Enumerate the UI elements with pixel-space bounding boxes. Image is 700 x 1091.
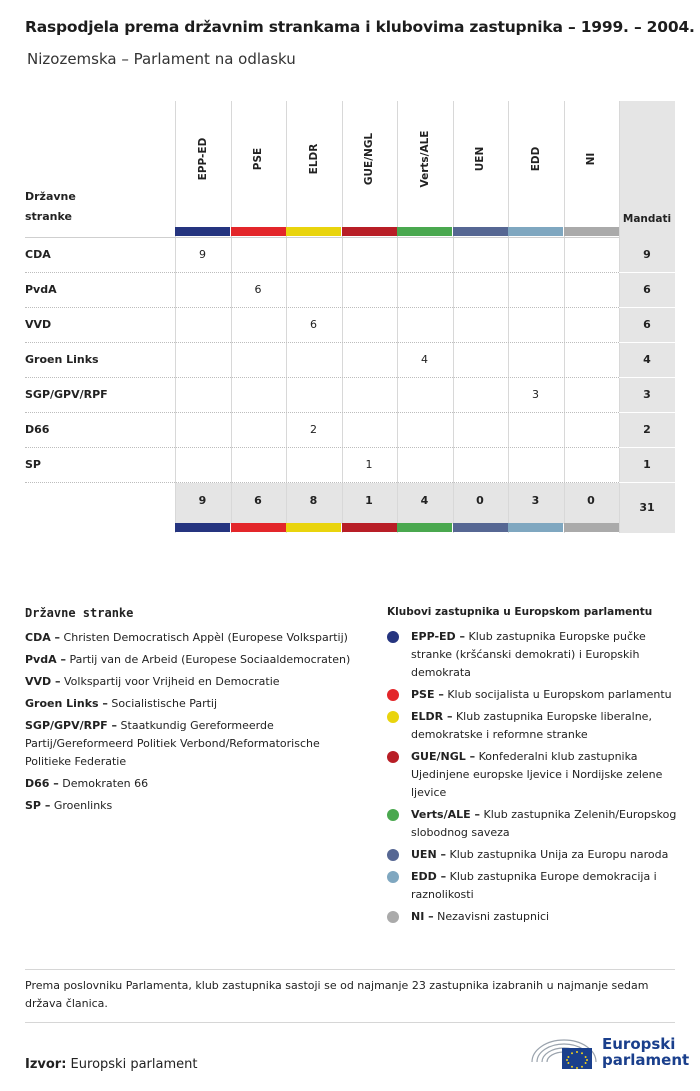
group-header-label: Verts/ALE	[418, 130, 431, 188]
row-divider	[25, 482, 619, 483]
group-abbr: PSE –	[411, 688, 444, 701]
group-total: 9	[198, 494, 207, 507]
source-value: Europski parlament	[66, 1057, 198, 1072]
color-dot-icon	[387, 751, 399, 763]
group-header-label: PSE	[252, 147, 264, 171]
divider	[25, 969, 675, 970]
group-header-label: EPP-ED	[196, 137, 209, 181]
party-label: Groen Links	[25, 353, 99, 366]
party-name: Socialistische Partij	[107, 697, 218, 710]
row-divider	[25, 272, 619, 273]
party-abbr: CDA –	[25, 631, 61, 644]
party-mandates: 3	[643, 388, 651, 401]
party-abbr: PvdA –	[25, 653, 66, 666]
row-divider	[619, 342, 675, 343]
seat-count: 2	[310, 423, 317, 436]
row-divider	[619, 482, 675, 483]
row-divider	[619, 272, 675, 273]
group-header-ni	[564, 101, 619, 227]
group-color-bar	[397, 523, 452, 532]
hemicycle-icon	[528, 1032, 600, 1074]
group-color-bar	[175, 227, 230, 236]
group-abbr: EPP-ED –	[411, 630, 465, 643]
group-legend-item	[387, 748, 677, 802]
group-color-bar	[564, 523, 619, 532]
group-header-label: UEN	[474, 146, 486, 172]
row-divider	[25, 342, 619, 343]
party-name: Staatkundig Gereformeerde Partij/Gereformeerd Politiek Verbond/Reformatorische Politieke Federatie	[25, 719, 320, 768]
grand-total: 31	[639, 501, 655, 514]
group-abbr: UEN –	[411, 848, 446, 861]
party-mandates: 9	[643, 248, 651, 261]
row-divider	[619, 447, 675, 448]
row-divider	[25, 237, 619, 238]
party-legend-item	[25, 673, 355, 691]
parties-legend-title: Državne stranke	[25, 606, 134, 620]
group-legend-item	[387, 628, 677, 682]
group-abbr: Verts/ALE –	[411, 808, 480, 821]
group-name: Konfederalni klub zastupnika Ujedinjene europske ljevice i Nordijske zelene ljevice	[411, 750, 663, 799]
distribution-table	[25, 101, 675, 534]
page-subtitle: Nizozemska – Parlament na odlasku	[27, 50, 296, 68]
color-dot-icon	[387, 631, 399, 643]
groups-legend	[387, 606, 677, 930]
source	[25, 1057, 197, 1072]
group-header-label: NI	[585, 152, 597, 166]
party-legend-item	[25, 797, 355, 815]
seat-count: 1	[365, 458, 373, 471]
group-header-eldr	[286, 101, 341, 227]
row-header-line-2: stranke	[25, 210, 72, 223]
group-legend-item	[387, 846, 677, 864]
color-dot-icon	[387, 911, 399, 923]
seat-count: 4	[421, 353, 428, 366]
party-label: D66	[25, 423, 50, 436]
color-dot-icon	[387, 711, 399, 723]
group-name: Klub zastupnika Unija za Europu naroda	[445, 848, 669, 861]
mandates-header: Mandati	[622, 213, 672, 225]
footnote: Prema poslovniku Parlamenta, klub zastupnika sastoji se od najmanje 23 zastupnika izabranih u najmanje sedam država članica.	[25, 979, 649, 1010]
group-color-bar	[231, 227, 286, 236]
group-legend-item	[387, 806, 677, 842]
group-color-bar	[286, 227, 341, 236]
group-name: Klub zastupnika Europske liberalne, demokratske i reformne stranke	[411, 710, 652, 741]
party-label: VVD	[25, 318, 52, 331]
group-total: 6	[254, 494, 262, 507]
party-name: Volkspartij voor Vrijheid en Democratie	[60, 675, 280, 688]
row-divider	[619, 412, 675, 413]
group-abbr: ELDR –	[411, 710, 453, 723]
group-name: Nezavisni zastupnici	[433, 910, 550, 923]
seat-count: 9	[199, 248, 206, 261]
party-name: Partij van de Arbeid (Europese Sociaaldemocraten)	[65, 653, 351, 666]
party-legend-item	[25, 717, 355, 771]
group-abbr: EDD –	[411, 870, 447, 883]
seat-count: 3	[532, 388, 539, 401]
group-legend-item	[387, 686, 677, 704]
color-dot-icon	[387, 809, 399, 821]
party-name: Christen Democratisch Appèl (Europese Volkspartij)	[60, 631, 348, 644]
divider	[25, 1022, 675, 1023]
party-mandates: 6	[643, 318, 651, 331]
party-label: CDA	[25, 248, 51, 261]
group-total: 0	[476, 494, 484, 507]
group-header-guengl	[342, 101, 397, 227]
row-divider	[25, 307, 619, 308]
party-legend-item	[25, 775, 355, 793]
europarl-logo	[528, 1032, 690, 1074]
group-header-label: EDD	[529, 146, 542, 172]
party-legend-item	[25, 629, 355, 647]
group-total: 1	[365, 494, 373, 507]
group-legend-item	[387, 868, 677, 904]
group-name: Klub zastupnika Europe demokracija i raznolikosti	[411, 870, 657, 901]
party-mandates: 6	[643, 283, 651, 296]
party-name: Groenlinks	[50, 799, 113, 812]
group-name: Klub zastupnika Europske pučke stranke (kršćanski demokrati) i Europskih demokrata	[411, 630, 646, 679]
group-color-bar	[508, 523, 563, 532]
group-legend-item	[387, 908, 677, 926]
row-divider	[25, 377, 619, 378]
party-label: SP	[25, 458, 41, 471]
party-abbr: VVD –	[25, 675, 61, 688]
page-title: Raspodjela prema državnim strankama i klubovima zastupnika – 1999. – 2004.	[25, 18, 695, 36]
groups-legend-title: Klubovi zastupnika u Europskom parlamentu	[387, 606, 653, 618]
party-mandates: 4	[643, 353, 651, 366]
row-header	[25, 187, 76, 227]
party-label: SGP/GPV/RPF	[25, 388, 108, 401]
party-abbr: Groen Links –	[25, 697, 108, 710]
party-label: PvdA	[25, 283, 57, 296]
group-color-bar	[175, 523, 230, 532]
group-color-bar	[564, 227, 619, 236]
seat-count: 6	[254, 283, 262, 296]
party-mandates: 1	[643, 458, 651, 471]
group-header-vertsale	[397, 101, 452, 227]
row-divider	[619, 377, 675, 378]
group-color-bar	[453, 523, 508, 532]
row-divider	[25, 447, 619, 448]
party-name: Demokraten 66	[58, 777, 149, 790]
group-header-epped	[175, 101, 230, 227]
group-abbr: NI –	[411, 910, 434, 923]
party-legend-item	[25, 695, 355, 713]
group-color-bar	[342, 227, 397, 236]
group-header-pse	[231, 101, 286, 227]
group-color-bar	[397, 227, 452, 236]
group-color-bar	[342, 523, 397, 532]
row-header-line-1: Državne	[25, 190, 76, 203]
color-dot-icon	[387, 849, 399, 861]
group-abbr: GUE/NGL –	[411, 750, 476, 763]
group-header-label: GUE/NGL	[363, 132, 375, 186]
group-color-bar	[508, 227, 563, 236]
group-name: Klub socijalista u Europskom parlamentu	[443, 688, 672, 701]
source-label: Izvor:	[25, 1057, 67, 1072]
color-dot-icon	[387, 689, 399, 701]
group-total: 8	[309, 494, 318, 507]
party-mandates: 2	[643, 423, 651, 436]
logo-line-2: parlament	[602, 1051, 690, 1069]
group-color-bar	[286, 523, 341, 532]
group-total: 0	[587, 494, 595, 507]
group-color-bar	[231, 523, 286, 532]
party-abbr: SP –	[25, 799, 51, 812]
group-header-label: ELDR	[307, 143, 320, 175]
parties-legend	[25, 606, 355, 819]
group-total: 4	[420, 494, 429, 507]
seat-count: 6	[310, 318, 317, 331]
group-name: Klub zastupnika Zelenih/Europskog slobodnog saveza	[411, 808, 677, 839]
group-header-edd	[508, 101, 563, 227]
party-abbr: D66 –	[25, 777, 59, 790]
color-dot-icon	[387, 871, 399, 883]
row-divider	[619, 307, 675, 308]
group-header-uen	[453, 101, 508, 227]
logo-line-1: Europski	[602, 1035, 676, 1053]
group-legend-item	[387, 708, 677, 744]
group-color-bar	[453, 227, 508, 236]
row-divider	[25, 412, 619, 413]
logo-text	[602, 1036, 689, 1068]
party-legend-item	[25, 651, 355, 669]
party-abbr: SGP/GPV/RPF –	[25, 719, 118, 732]
group-total: 3	[531, 494, 540, 507]
